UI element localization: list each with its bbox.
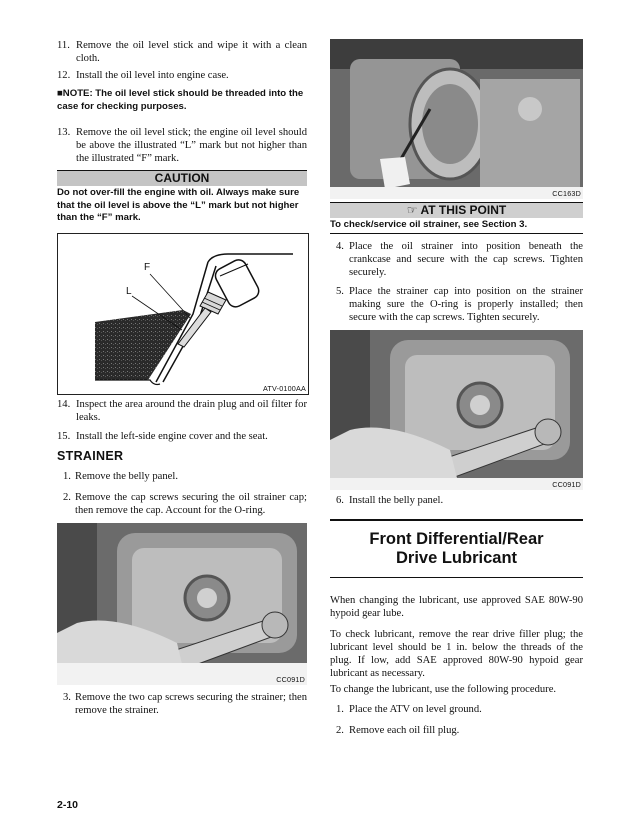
step-number: 2.: [336, 725, 344, 736]
photo-caption: CC163D: [552, 189, 581, 198]
step-6: [336, 494, 583, 508]
pointing-hand-icon: ☞: [406, 203, 418, 217]
step-12: [57, 69, 307, 83]
step-text: Place the strainer cap into position on the strainer making sure the O-ring is properly installed; then secure with the cap screws. Tighten securely.: [349, 286, 583, 323]
strainer-cap-photo: [330, 330, 583, 490]
section-title-line-2: Drive Lubricant: [395, 549, 518, 567]
step-15: [57, 430, 307, 444]
step-text: Remove the belly panel.: [75, 471, 178, 482]
strainer-step-1: [63, 470, 307, 484]
note: [57, 88, 307, 113]
strainer-cap-photo: [57, 523, 307, 685]
step-number: 1.: [63, 471, 71, 482]
step-number: 15.: [57, 431, 71, 442]
paragraph-3: To change the lubricant, use the following procedure.: [330, 684, 557, 695]
strainer-plate-photo: [330, 39, 583, 199]
caution-text: Do not over-fill the engine with oil. Always make sure that the oil level is above the “L” mark but not higher than the “F” mark.: [57, 187, 300, 223]
strainer-step-3: [63, 691, 307, 717]
at-this-point-title: AT THIS POINT: [420, 203, 507, 217]
step-number: 6.: [336, 495, 344, 506]
step-11: [57, 39, 307, 65]
step-5: [336, 285, 583, 325]
step-number: 14.: [57, 399, 71, 410]
step-text: Remove the two cap screws securing the strainer; then remove the strainer.: [75, 692, 307, 716]
strainer-heading: STRAINER: [57, 449, 124, 463]
step-number: 1.: [336, 704, 344, 715]
step-text: Remove the oil level stick; the engine oil level should be above the illustrated “L” mark but not higher than the illustrated “F” mark.: [76, 127, 307, 164]
step-14: [57, 398, 307, 424]
figure-caption: ATV-0100AA: [262, 384, 306, 393]
strainer-step-2: [63, 491, 307, 517]
note-text: NOTE: The oil level stick should be threaded into the case for checking purposes.: [57, 88, 304, 112]
step-text: Place the oil strainer into position beneath the crankcase and secure with the cap screws. Tighten securely.: [349, 241, 583, 278]
label-f: F: [144, 262, 151, 273]
step-13: [57, 126, 307, 166]
step-number: 11.: [57, 40, 70, 51]
section-rule-top: [330, 519, 583, 521]
diff-step-1: [336, 703, 583, 717]
caution-title: CAUTION: [154, 171, 210, 185]
photo-caption: CC091D: [552, 480, 581, 489]
step-text: Remove the oil level stick and wipe it with a clean cloth.: [76, 40, 307, 64]
note-bullet-icon: ■: [57, 88, 63, 99]
step-text: Remove the cap screws securing the oil strainer cap; then remove the cap. Account for the O-ring.: [75, 492, 307, 516]
at-this-point-title-row: [330, 203, 583, 218]
page-number: 2-10: [57, 799, 79, 811]
caution-header: [57, 170, 307, 186]
dipstick-illustration: [57, 233, 309, 395]
photo-caption: CC091D: [276, 675, 305, 684]
step-number: 5.: [336, 286, 344, 297]
section-title-line-1: Front Differential/Rear: [369, 530, 544, 548]
label-l: L: [126, 286, 132, 297]
step-text: Install the left-side engine cover and the seat.: [76, 431, 268, 442]
step-text: Install the belly panel.: [349, 495, 444, 506]
step-text: Inspect the area around the drain plug and oil filter for leaks.: [76, 399, 307, 423]
paragraph-2: To check lubricant, remove the rear drive filler plug; the lubricant level should be 1 in. below the threads of the plug. If low, add SAE approved 80W-90 hypoid gear lubricant as necessary.: [330, 629, 583, 679]
step-number: 2.: [63, 492, 71, 503]
section-title: [330, 530, 583, 568]
step-number: 4.: [336, 241, 344, 252]
diff-step-2: [336, 724, 583, 738]
step-number: 3.: [63, 692, 71, 703]
paragraph-1: When changing the lubricant, use approved SAE 80W-90 hypoid gear lube.: [330, 595, 583, 619]
divider: [330, 233, 583, 234]
step-number: 12.: [57, 70, 71, 81]
step-text: Install the oil level into engine case.: [76, 70, 229, 81]
step-4: [336, 240, 583, 280]
step-text: Place the ATV on level ground.: [349, 704, 482, 715]
section-rule-bottom: [330, 577, 583, 578]
step-number: 13.: [57, 127, 71, 138]
step-text: Remove each oil fill plug.: [349, 725, 460, 736]
at-this-point-header: [330, 202, 583, 218]
at-this-point-text: To check/service oil strainer, see Section 3.: [330, 219, 528, 230]
